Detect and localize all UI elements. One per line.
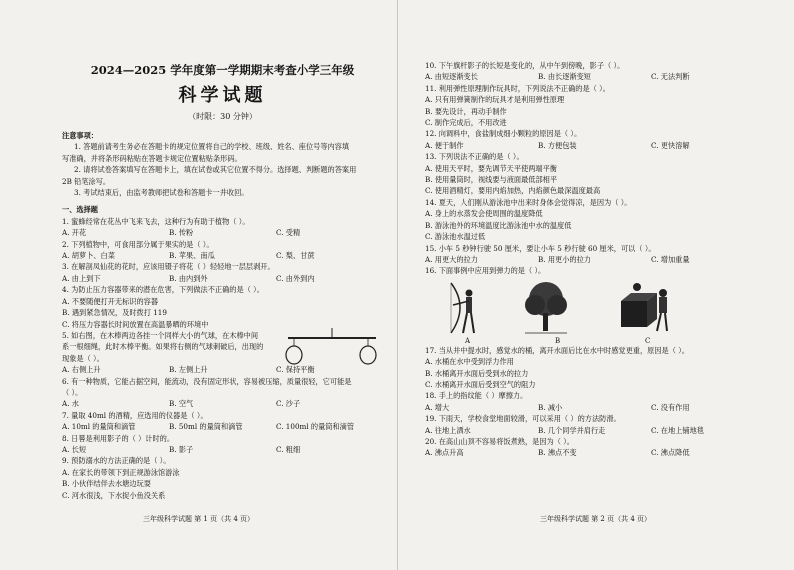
question-20: 20. 在高山山顶不容易将饭煮熟，是因为（ ）。 [425,436,574,446]
option: C. 保持平衡 [276,365,315,375]
pushing-box-figure [617,279,673,337]
figure-label-a: A [465,336,471,345]
option: C. 增加重量 [651,254,690,264]
option: C. 粗细 [276,444,301,454]
option: B. 方便包装 [538,140,577,150]
option: A. 10ml 的量筒和滴管 [62,422,136,432]
option: B. 50ml 的量筒和滴管 [169,422,243,432]
option: C. 沸点降低 [651,448,690,458]
option: B. 小伙伴结伴去水塘边玩耍 [62,479,151,489]
option: A. 开花 [62,228,87,238]
page-right [397,0,794,570]
options-20 [425,447,764,458]
options-6 [62,398,383,409]
question-7: 7. 量取 40ml 的酒精，应选用的仪器是（ ）。 [62,410,208,420]
option: B. 几个同学并肩行走 [538,425,606,435]
options-7 [62,421,383,432]
question-16: 16. 下面事例中应用到弹力的是（ ）。 [425,266,546,276]
option: A. 胡萝卜、白菜 [62,251,115,261]
option: A. 身上的水蒸发会使周围的温度降低 [425,209,543,219]
option: A. 由上到下 [62,273,101,283]
option: C. 100ml 的量筒和滴管 [276,422,355,432]
option: A. 沸点升高 [425,448,464,458]
question-12: 12. 向调料中，食盐制成细小颗粒的原因是（ ）。 [425,129,582,139]
question-15: 15. 小车 5 秒钟行驶 50 厘米，要让小车 5 秒行驶 60 厘米，可以（ ）。 [425,243,656,253]
option: A. 在家长的带领下到正规游泳馆游泳 [62,467,180,477]
option: C. 制作完成后，不用改进 [425,118,507,128]
option: B. 左侧上升 [169,365,208,375]
option: B. 影子 [169,444,194,454]
question-14: 14. 夏天，人们刚从游泳池中出来时身体会觉得凉，是因为（ ）。 [425,197,632,207]
notice-line: 写准确，并将条形码粘贴在答题卡规定位置粘贴条形码。 [62,153,242,163]
option: C. 使用酒精灯，要用内焰加热，内焰颜色最深温度最高 [425,186,601,196]
page-footer: 三年级科学试题 第 1 页（共 4 页） [142,515,255,523]
question-16-figures [425,277,764,337]
option: C. 更快溶解 [651,140,690,150]
notice-heading: 注意事项： [62,131,98,140]
notice-line: 1. 答题前请考生务必在答题卡的规定位置将自己的学校、班级、姓名、座位号等内容填 [74,142,350,152]
option: B. 游泳池外的环境温度比游泳池中水的温度低 [425,220,572,230]
exam-time: （时限：30 分钟） [188,112,257,121]
option: B. 要先设计，再动手制作 [425,106,507,116]
page-footer: 三年级科学试题 第 2 页（共 4 页） [539,515,652,523]
options-8 [62,444,383,455]
question-5-cont: 现象是（ ）。 [62,353,104,363]
option: A. 使用天平时，要先调节天平使两端平衡 [425,163,557,173]
option: A. 用更大的拉力 [425,254,478,264]
question-3: 3. 在解剖凤仙花的花时，应该用镊子将花（ ）轻轻地一层层剥开。 [62,262,275,272]
options-15 [425,254,764,265]
question-4: 4. 为防止压力容器带来的潜在危害，下列做法不正确的是（ ）。 [62,285,264,295]
option: B. 由长逐渐变短 [538,72,591,82]
question-13: 13. 下列说法不正确的是（ ）。 [425,152,524,162]
option: C. 梨、甘蔗 [276,251,315,261]
option: C. 河水很浅，下水捉小鱼没关系 [62,490,166,500]
option: A. 只有用弹簧制作的玩具才是利用弹性原理 [425,95,565,105]
option: A. 增大 [425,402,450,412]
question-2: 2. 下列植物中，可食用部分属于果实的是（ ）。 [62,239,214,249]
options-3 [62,273,383,284]
figure-label-c: C [645,336,651,345]
option: A. 右侧上升 [62,365,101,375]
option: C. 受精 [276,228,301,238]
option: B. 由内到外 [169,273,208,283]
options-18 [425,402,764,413]
section-heading: 一、选择题 [62,205,98,215]
question-17: 17. 当从井中提水时，感觉水的桶，离开水面后比在水中时感觉更重，原因是（ ）。 [425,345,689,355]
option: B. 沸点不变 [538,448,577,458]
question-19: 19. 下雨天，学校食堂地面较滑，可以采用（ ）的方法防滑。 [425,414,621,424]
balance-figure [284,328,380,368]
question-5: 5. 如右图，在木棒两边各挂一个同样大小的气球，在木棒中间 [62,330,259,340]
question-18: 18. 手上的指纹能（ ）摩擦力。 [425,391,528,401]
question-8: 8. 日晷是利用影子的（ ）计时的。 [62,433,175,443]
figure-labels [425,337,764,345]
question-9: 9. 预防溺水的方法正确的是（ ）。 [62,456,171,466]
notice-line: 3. 考试结束后，由监考教师把试卷和答题卡一并收回。 [74,188,249,198]
option: A. 水桶在水中受到浮力作用 [425,357,514,367]
option: C. 水桶离开水面后受到空气的阻力 [425,379,536,389]
option: C. 将压力容器长时间放置在高温暴晒的环境中 [62,319,209,329]
option: B. 传粉 [169,228,194,238]
option: A. 水 [62,399,79,409]
option: B. 使用量筒时，视线要与液面最低部相平 [425,175,558,185]
option: A. 便于制作 [425,140,464,150]
question-6: 6. 有一种物质，它能占据空间，能流动，没有固定形状，容易被压缩，质量很轻，它可能是 [62,376,352,386]
options-10 [425,71,764,82]
option: C. 没有作用 [651,402,690,412]
option: B. 苹果、南瓜 [169,251,215,261]
archer-figure [443,279,483,337]
option: B. 减小 [538,402,563,412]
options-1 [62,227,383,238]
question-10: 10. 下午旗杆影子的长短是变化的，从中午到傍晚，影子（ ）。 [425,61,625,70]
notice-line: 2. 请将试卷答案填写在答题卡上，填在试卷或其它位置不得分。选择题、判断题的答案用 [74,165,357,175]
option: A. 由短逐渐变长 [425,72,478,82]
notice-line: 2B 铅笔涂写。 [62,176,111,186]
question-1: 1. 蜜蜂经常在花丛中飞来飞去，这种行为有助于植物（ ）。 [62,216,250,226]
option: B. 水桶离开水面后受到水的拉力 [425,368,529,378]
exam-subject: 科学试题 [178,85,267,106]
exam-title: 2024—2025 学年度第一学期期末考查小学三年级 [90,63,355,77]
option: B. 用更小的拉力 [538,254,591,264]
figure-label-b: B [555,336,561,345]
option: C. 在地上铺地毯 [651,425,704,435]
tree-figure [521,279,571,337]
question-5-cont: 系一根细绳，此时木棒平衡。如果将右侧的气球刺破后，出现的 [62,342,264,352]
option: C. 无法判断 [651,72,690,82]
options-19 [425,425,764,436]
option: A. 长短 [62,444,87,454]
options-12 [425,140,764,151]
option: A. 不要随便打开无标识的容器 [62,296,159,306]
question-6-cont: （ ）。 [62,387,83,397]
option: A. 往地上洒水 [425,425,471,435]
question-11: 11. 利用弹性原理制作玩具时，下列说法不正确的是（ ）。 [425,83,610,93]
option: C. 由外到内 [276,273,315,283]
option: B. 遇到紧急情况，及时拨打 119 [62,308,167,318]
option: C. 游泳池水温过低 [425,232,486,242]
options-2 [62,250,383,261]
option: C. 沙子 [276,399,301,409]
option: B. 空气 [169,399,194,409]
